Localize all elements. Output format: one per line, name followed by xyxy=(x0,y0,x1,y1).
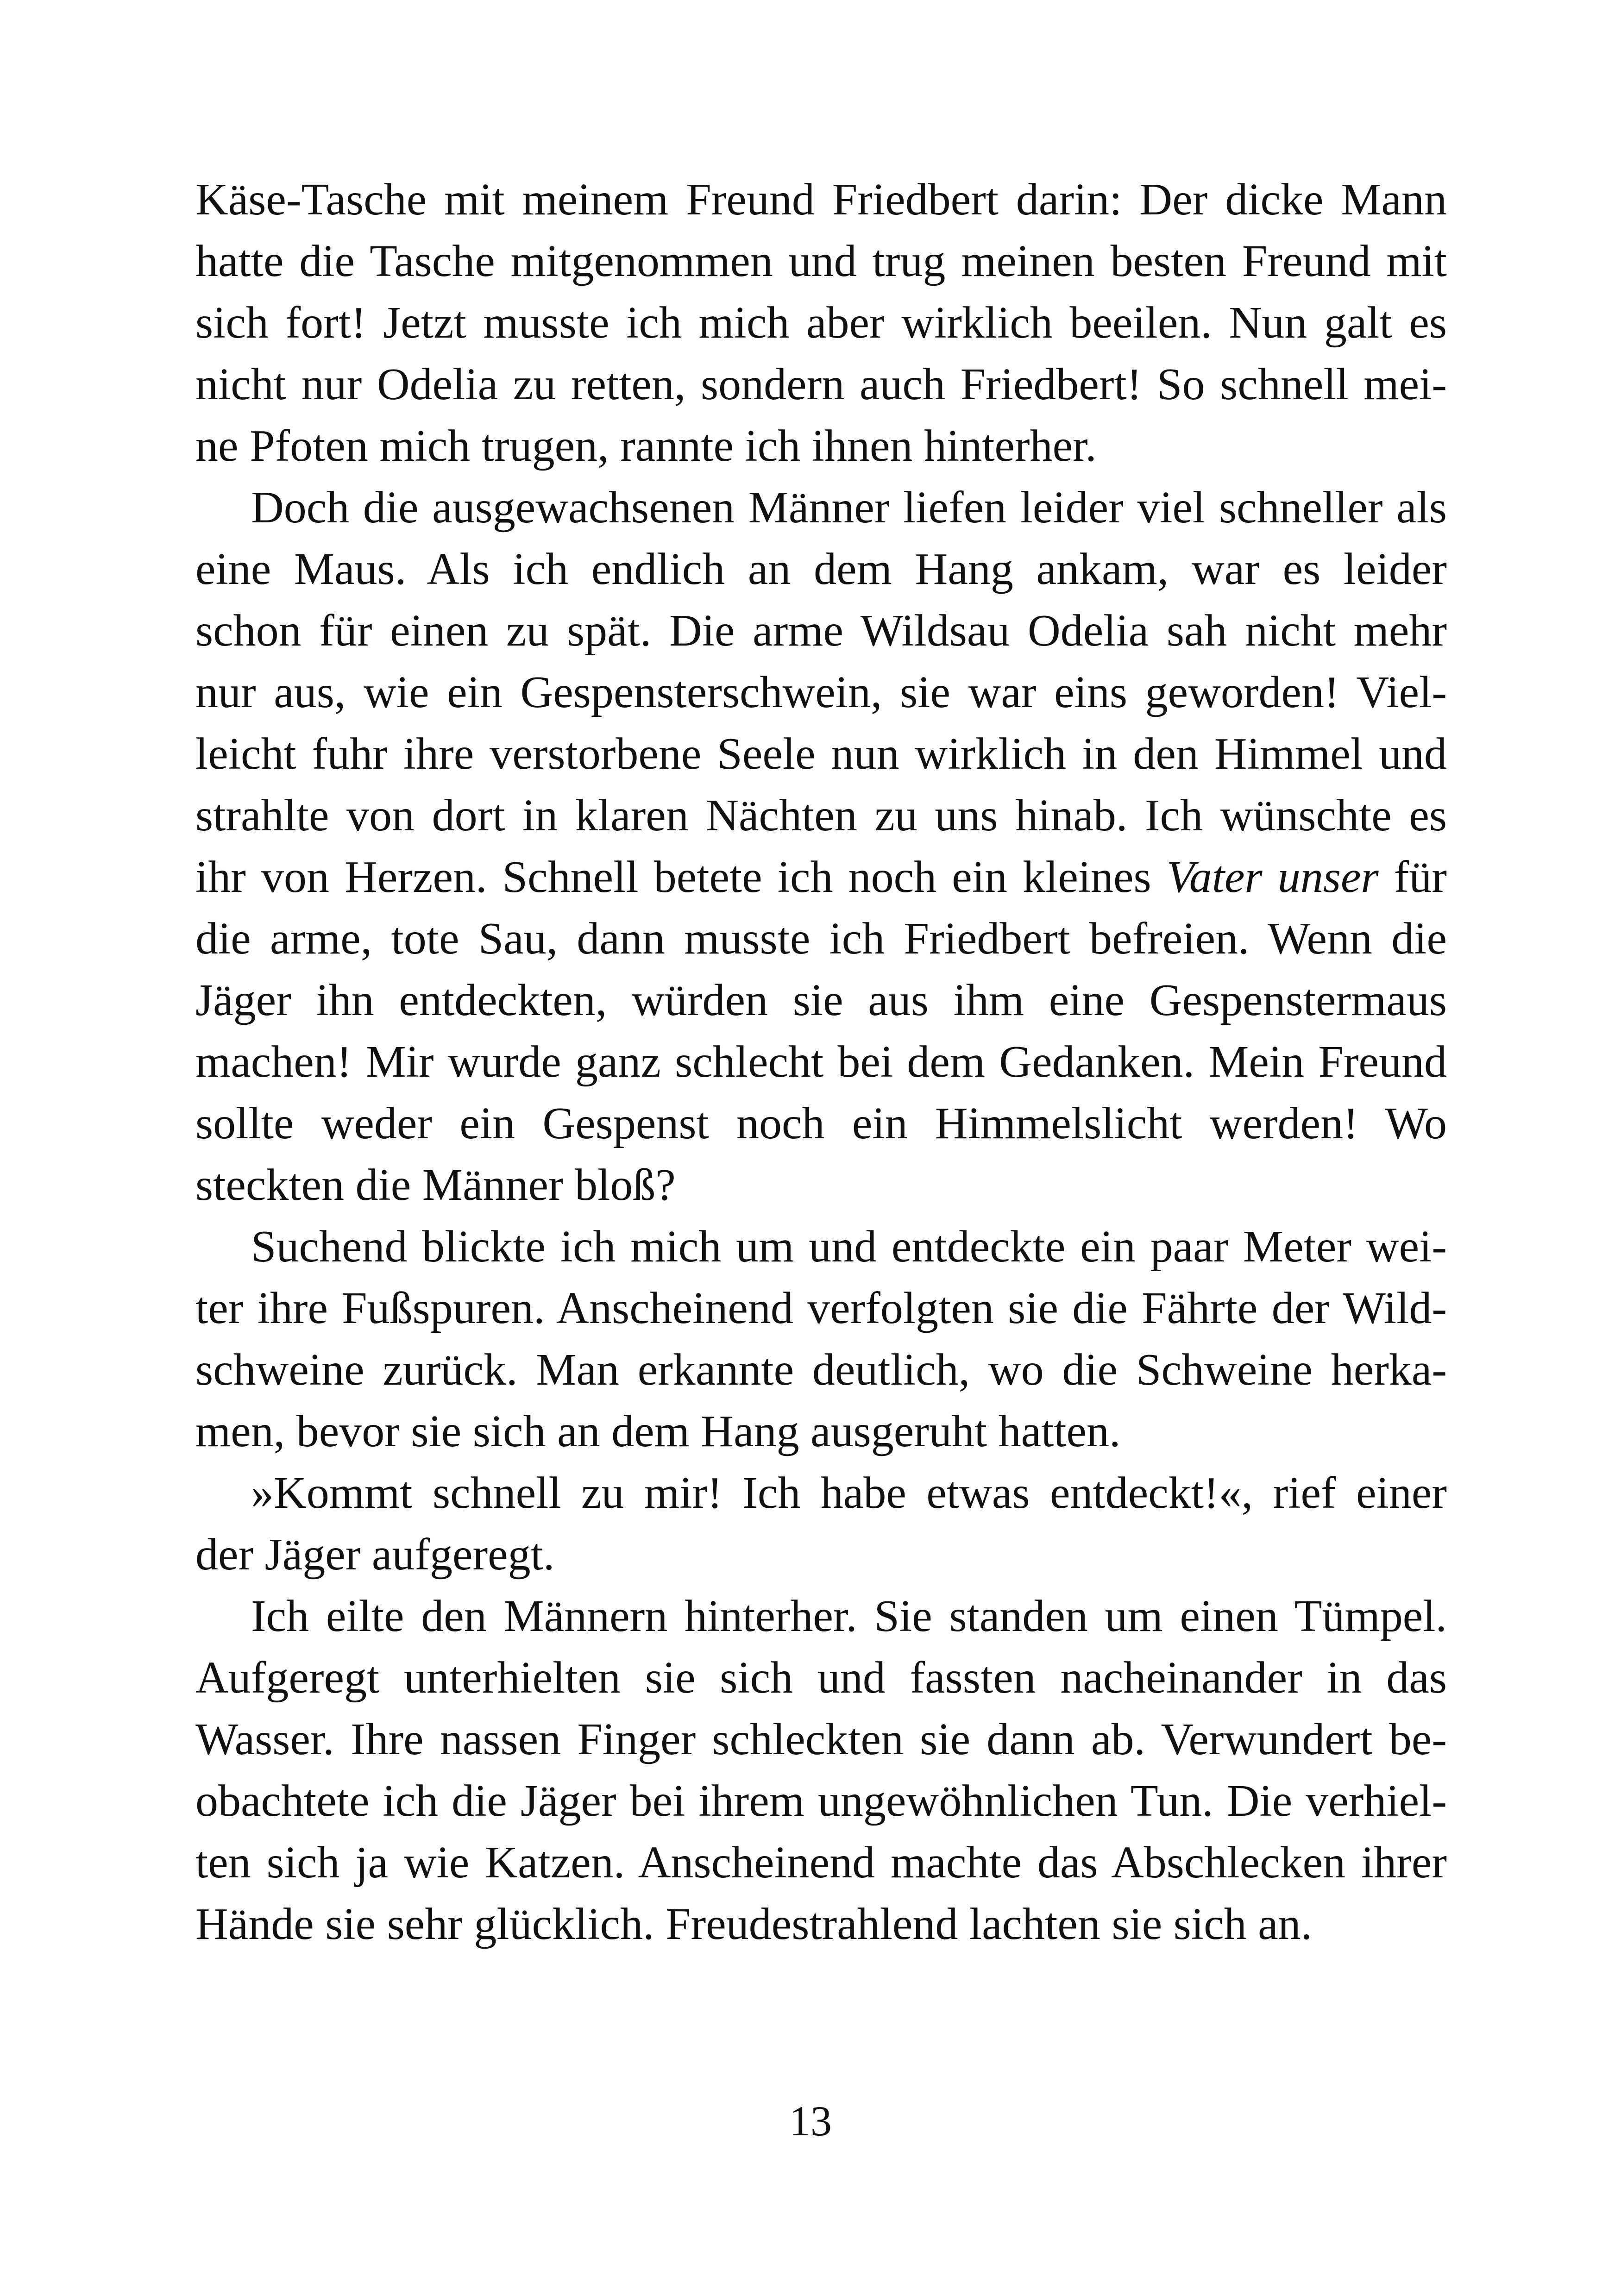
text-line: ter ihre Fußspuren. Anscheinend verfolgten sie die Fährte der Wild- xyxy=(195,1283,1447,1333)
text-line: Jäger ihn entdeckten, würden sie aus ihm eine Gespenstermaus xyxy=(195,975,1447,1025)
text-line: »Kommt schnell zu mir! Ich habe etwas entdeckt!«, rief einer xyxy=(251,1468,1447,1518)
text-line: nur aus, wie ein Gespensterschwein, sie war eins geworden! Viel- xyxy=(195,667,1447,717)
text-line: Aufgeregt unterhielten sie sich und fassten nacheinander in das xyxy=(195,1653,1447,1703)
text-line: Hände sie sehr glücklich. Freudestrahlend lachten sie sich an. xyxy=(195,1899,1313,1949)
body-text xyxy=(195,169,1447,1955)
text-line: schon für einen zu spät. Die arme Wildsau Odelia sah nicht mehr xyxy=(195,606,1447,656)
text-line: nicht nur Odelia zu retten, sondern auch Friedbert! So schnell mei- xyxy=(195,359,1447,409)
text-line: Käse-Tasche mit meinem Freund Friedbert darin: Der dicke Mann xyxy=(195,175,1447,225)
text-line: obachtete ich die Jäger bei ihrem ungewöhnlichen Tun. Die verhiel- xyxy=(195,1776,1447,1826)
text-line: ne Pfoten mich trugen, rannte ich ihnen hinterher. xyxy=(195,421,1097,471)
text-line: sich fort! Jetzt musste ich mich aber wirklich beeilen. Nun galt es xyxy=(195,298,1447,348)
text-line: leicht fuhr ihre verstorbene Seele nun wirklich in den Himmel und xyxy=(195,729,1447,779)
text-segment: ihr von Herzen. Schnell betete ich noch ein kleines xyxy=(195,852,1167,902)
italic-phrase: Vater unser xyxy=(1166,852,1379,902)
text-segment: für xyxy=(1378,852,1447,902)
text-line: Suchend blickte ich mich um und entdeckte ein paar Meter wei- xyxy=(251,1222,1447,1272)
text-line: sollte weder ein Gespenst noch ein Himmelslicht werden! Wo xyxy=(195,1098,1447,1148)
text-line: ten sich ja wie Katzen. Anscheinend machte das Abschlecken ihrer xyxy=(195,1838,1447,1888)
text-line: der Jäger aufgeregt. xyxy=(195,1530,555,1580)
text-line: schweine zurück. Man erkannte deutlich, wo die Schweine herka- xyxy=(195,1345,1447,1395)
text-line: hatte die Tasche mitgenommen und trug meinen besten Freund mit xyxy=(195,236,1447,286)
text-line: steckten die Männer bloß? xyxy=(195,1160,676,1210)
text-line: men, bevor sie sich an dem Hang ausgeruht hatten. xyxy=(195,1406,1121,1456)
text-line: Ich eilte den Männern hinterher. Sie standen um einen Tümpel. xyxy=(251,1591,1447,1641)
page-number: 13 xyxy=(789,2097,832,2145)
text-line: Wasser. Ihre nassen Finger schleckten sie dann ab. Verwundert be- xyxy=(195,1714,1447,1764)
text-line: Doch die ausgewachsenen Männer liefen leider viel schneller als xyxy=(251,483,1447,533)
text-line: die arme, tote Sau, dann musste ich Friedbert befreien. Wenn die xyxy=(195,914,1447,964)
text-line: machen! Mir wurde ganz schlecht bei dem Gedanken. Mein Freund xyxy=(195,1037,1447,1087)
text-line: eine Maus. Als ich endlich an dem Hang ankam, war es leider xyxy=(195,544,1447,594)
text-line xyxy=(195,847,1447,908)
text-line: strahlte von dort in klaren Nächten zu uns hinab. Ich wünschte es xyxy=(195,790,1447,841)
